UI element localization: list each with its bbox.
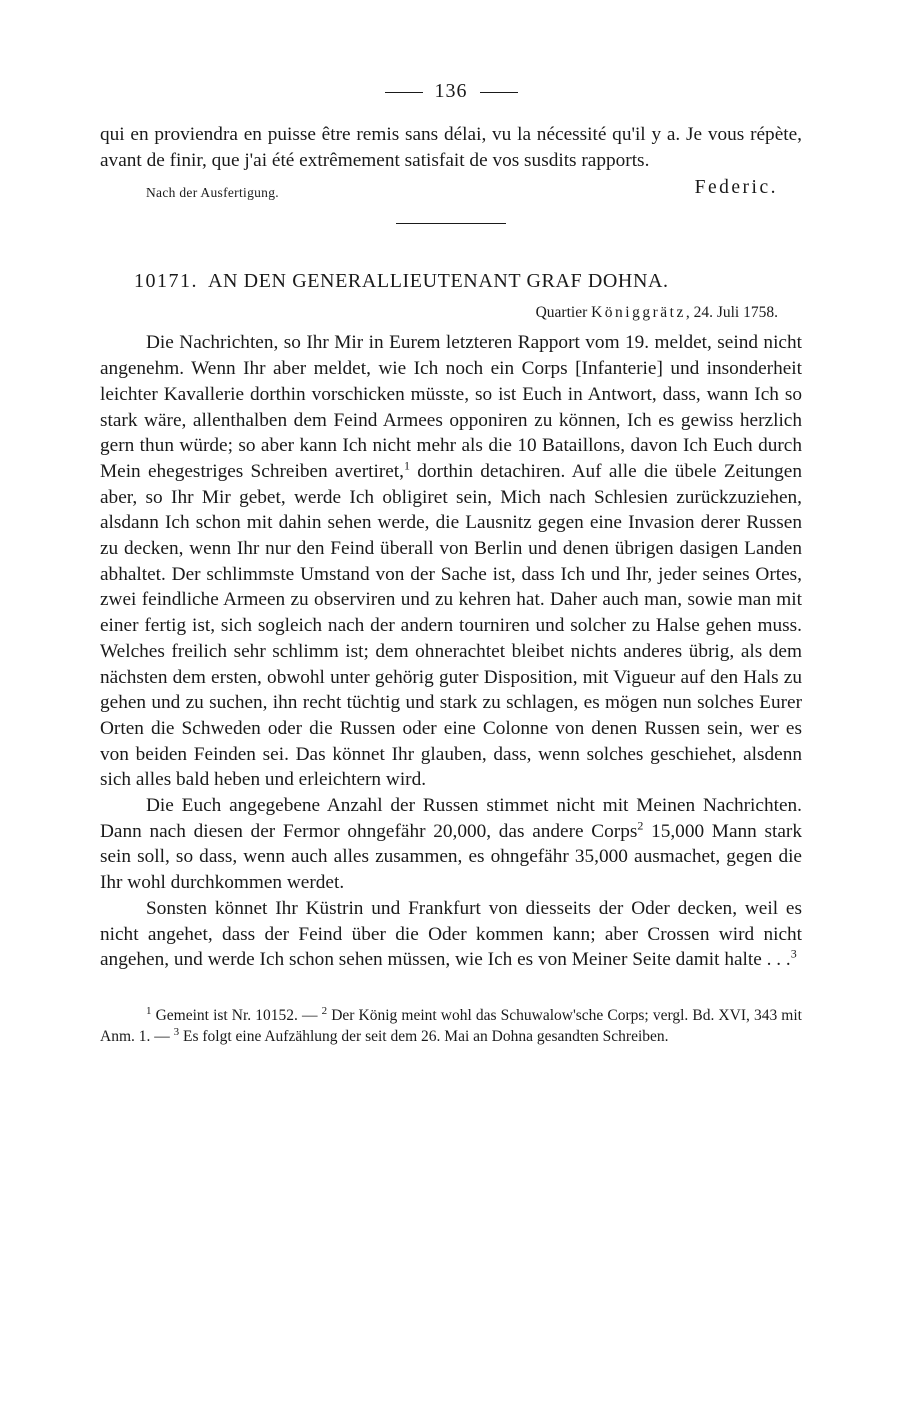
header-dash-right — [480, 92, 518, 93]
letter-paragraph-1 — [100, 330, 802, 793]
footnote-1: Gemeint ist Nr. 10152. — — [151, 1006, 322, 1024]
footnote-ref-2: 2 — [637, 818, 644, 833]
dateline-date: , 24. Juli 1758. — [685, 304, 778, 322]
paragraph-3-text-a: Sonsten könnet Ihr Küstrin und Frankfurt von diesseits der Oder decken, weil es nicht angehet, dass der Feind über die Oder kommen kann; aber Crossen wird nicht angehen, und werde Ich schon sehen müssen, wie Ich es von Meiner Seite damit halte . . . — [100, 897, 802, 971]
letter-paragraph-3 — [100, 896, 802, 973]
section-divider — [396, 223, 506, 224]
dateline-place: Königgrätz — [591, 304, 686, 322]
page-number: 136 — [434, 80, 468, 102]
page-header — [100, 80, 802, 108]
footnote-mark-3: 3 — [173, 1026, 180, 1039]
letter-number: 10171. — [134, 270, 198, 293]
letter-heading — [100, 270, 802, 293]
dateline-prefix: Quartier — [535, 304, 588, 322]
paragraph-1-text-b: dorthin detachiren. Auf alle die übele Zeitungen aber, so Ihr Mir gebet, werde Ich obligiret sein, Mich nach Schlesien zurückzuziehen, alsdann Ich schon mit dahin sehen werde, die Lausnitz gegen eine Invasion derer Russen zu decken, wenn Ihr nur den Feind überall von Berlin und denen übrigen dasigen Landen abhaltet. Der schlimmste Umstand von der Sache ist, dass Ich und Ihr, jeder seines Ortes, zwei feindliche Armeen zu observiren und zu kehren hat. Daher auch man, sowie man mit einer fertig ist, sich sogleich nach der andern tourniren und solcher zu Halse gehen muss. Welches freilich sehr schlimm ist; dem ohnerachtet bleibet nichts anderes übrig, als dem nächsten dem ersten, obwohl unter gehörig guter Disposition, mit Vigueur auf den Hals zu gehen und zu suchen, ihn recht tüchtig und stark zu schlagen, es mögen nun solches Eurer Orten die Schweden oder die Russen oder eine Colonne von denen Russen sein, wer es von beiden Feinden sei. Das könnet Ihr glauben, dass, wenn solches geschiehet, alsdenn sich alles bald heben und erleichtern wird. — [100, 460, 802, 791]
footnote-ref-1: 1 — [403, 458, 410, 473]
signature-row — [100, 175, 802, 205]
source-note: Nach der Ausfertigung. — [146, 185, 279, 201]
footnote-2: Der König meint wohl das Schuwalow'sche Corps; vergl. Bd. XVI, 343 mit Anm. 1. — — [100, 1006, 802, 1046]
footnote-3: Es folgt eine Aufzählung der seit dem 26. Mai an Dohna gesandten Schreiben. — [179, 1028, 669, 1046]
footnotes — [100, 1005, 802, 1048]
letter-title: AN DEN GENERALLIEUTENANT GRAF DOHNA. — [208, 270, 669, 293]
paragraph-2-text-b: 15,000 Mann stark sein soll, so dass, wenn auch alles zusammen, es ohngefähr 35,000 ausmachet, gegen die Ihr wohl durchkommen werdet. — [100, 820, 802, 894]
footnote-ref-3: 3 — [790, 946, 797, 961]
paragraph-2-text-a: Die Euch angegebene Anzahl der Russen stimmet nicht mit Meinen Nachrichten. Dann nach diesen der Fermor ohngefähr 20,000, das andere Corps — [100, 795, 802, 842]
letter-paragraph-2 — [100, 793, 802, 896]
continuation-paragraph: qui en proviendra en puisse être remis sans délai, vu la nécessité qu'il y a. Je vous répète, avant de finir, que j'ai été extrêmement satisfait de vos susdits rapports. — [100, 124, 802, 171]
footnote-mark-1: 1 — [146, 1004, 152, 1017]
header-dash-left — [385, 92, 423, 93]
dateline — [100, 304, 802, 322]
document-page — [100, 80, 802, 1048]
signature-name: Federic. — [694, 177, 778, 199]
footnote-mark-2: 2 — [321, 1004, 328, 1017]
paragraph-1-text-a: Die Nachrichten, so Ihr Mir in Eurem letzteren Rapport vom 19. meldet, seind nicht angenehm. Wenn Ihr aber meldet, wie Ich noch ein Corps [Infanterie] und insonderheit leichter Kavallerie dorthin vorschicken müsste, so ist Euch in Antwort, dass, wann Ich so stark wäre, allenthalben dem Feind Armees opponiren zu können, Ich es gewiss herzlich gern thun würde; so aber kann Ich nicht mehr als die 10 Bataillons, davon Ich Euch durch Mein ehegestriges Schreiben avertiret, — [100, 332, 802, 482]
